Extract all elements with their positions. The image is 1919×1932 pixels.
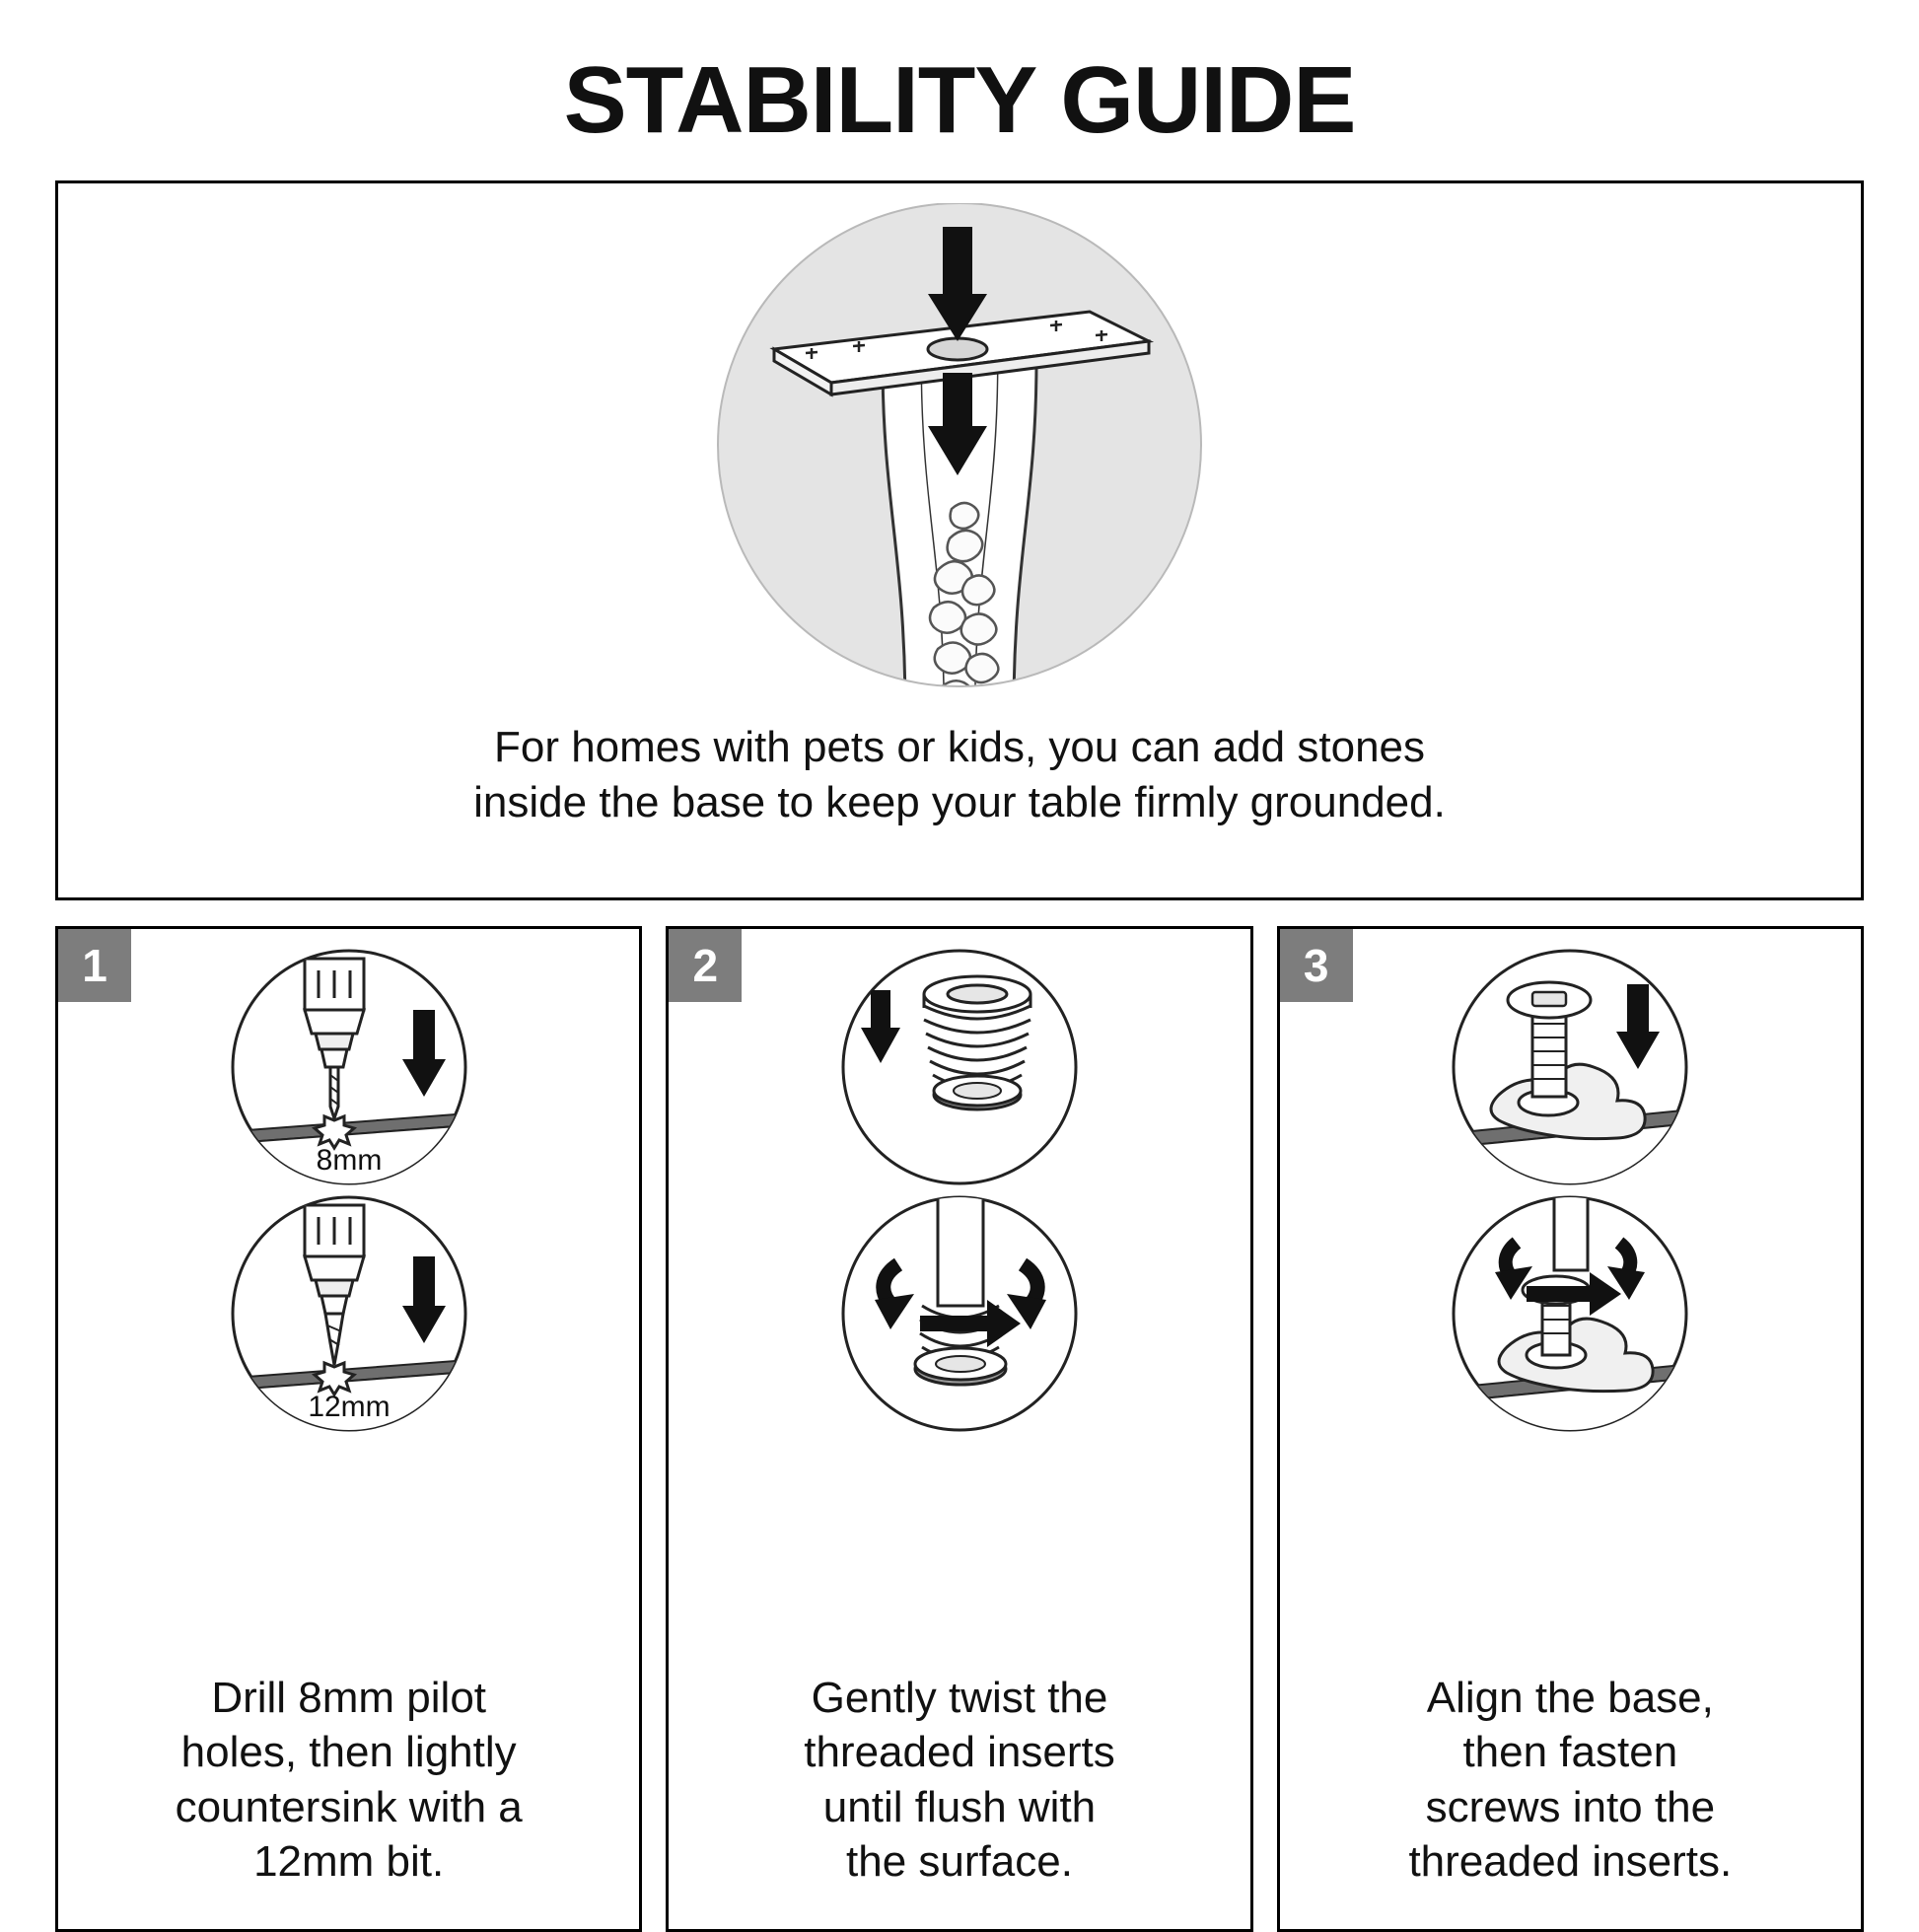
step-2-caption-line-3: until flush with — [822, 1782, 1097, 1831]
insert-twist-figure — [812, 1195, 1107, 1432]
step-card-1 — [55, 926, 642, 1932]
hero-panel — [55, 180, 1864, 900]
step-1-caption — [140, 1655, 558, 1911]
step-1-caption-line-1: Drill 8mm pilot — [211, 1674, 487, 1723]
drill-pilot-hole-figure — [201, 949, 497, 1185]
step-card-3 — [1277, 926, 1864, 1932]
step-1-caption-line-3: countersink with a — [175, 1782, 523, 1831]
step-1-caption-line-2: holes, then lightly — [180, 1728, 517, 1777]
step-number-badge: 2 — [669, 929, 742, 1002]
steps-row — [55, 926, 1864, 1932]
step-2-caption-line-2: threaded inserts — [804, 1728, 1115, 1777]
hero-caption-line-1: For homes with pets or kids, you can add stones — [493, 722, 1426, 771]
step-2-caption — [768, 1655, 1151, 1911]
table-base-stones-illustration — [58, 201, 1861, 714]
step-3-caption-line-4: threaded inserts. — [1408, 1837, 1733, 1887]
step-1-caption-line-4: 12mm bit. — [253, 1837, 445, 1887]
step-3-caption-line-2: then fasten — [1462, 1728, 1678, 1777]
insert-press-figure — [812, 949, 1107, 1185]
step-2-caption-line-1: Gently twist the — [811, 1674, 1108, 1723]
step-3-caption — [1373, 1655, 1767, 1911]
step-number-badge: 3 — [1280, 929, 1353, 1002]
figure-label-12mm: 12mm — [307, 1390, 391, 1423]
align-base-screw-figure — [1422, 949, 1718, 1185]
drill-countersink-figure — [201, 1195, 497, 1432]
step-card-2 — [666, 926, 1252, 1932]
step-2-figures — [669, 949, 1249, 1432]
step-3-figures — [1280, 949, 1861, 1432]
hero-caption — [58, 714, 1861, 831]
figure-label-8mm: 8mm — [316, 1143, 382, 1177]
step-number-badge: 1 — [58, 929, 131, 1002]
hero-caption-line-2: inside the base to keep your table firmly grounded. — [473, 778, 1446, 827]
step-3-caption-line-3: screws into the — [1425, 1782, 1716, 1831]
step-2-caption-line-4: the surface. — [846, 1837, 1073, 1887]
tighten-screw-figure — [1422, 1195, 1718, 1432]
step-3-caption-line-1: Align the base, — [1426, 1674, 1714, 1723]
step-1-figures — [58, 949, 639, 1432]
page-title: STABILITY GUIDE — [563, 47, 1356, 153]
